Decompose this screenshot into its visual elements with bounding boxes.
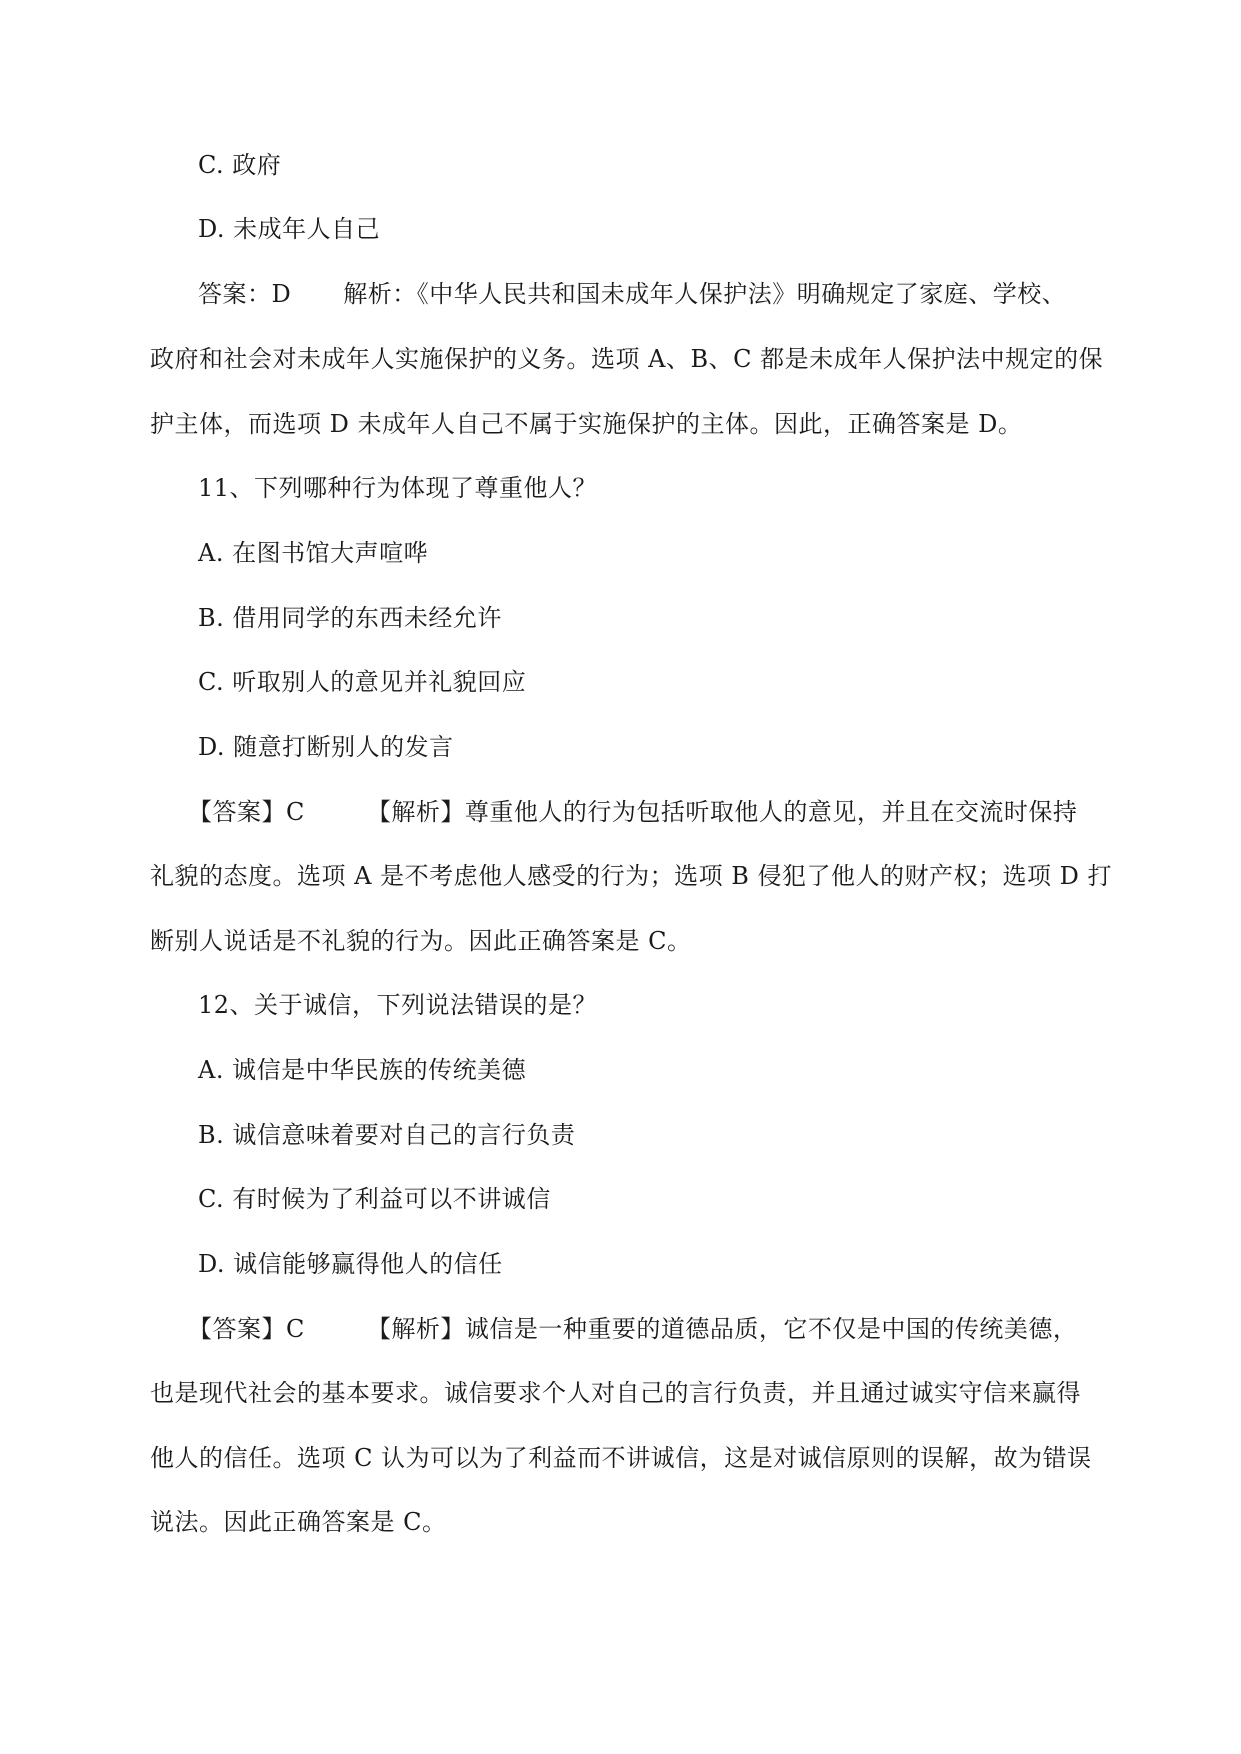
q11-analysis-line-1: 【解析】尊重他人的行为包括听取他人的意见，并且在交流时保持 bbox=[366, 798, 1078, 826]
q11-answer-label: 【答案】C bbox=[188, 798, 305, 826]
q12-option-b: B. 诚信意味着要对自己的言行负责 bbox=[198, 1121, 576, 1149]
q11-analysis-line-3: 断别人说话是不礼貌的行为。因此正确答案是 C。 bbox=[150, 927, 692, 955]
q10-answer-line bbox=[198, 277, 1158, 311]
q12-analysis-line-2: 也是现代社会的基本要求。诚信要求个人对自己的言行负责，并且通过诚实守信来赢得 bbox=[150, 1379, 1081, 1407]
q10-option-c: C. 政府 bbox=[198, 151, 282, 179]
q12-option-c: C. 有时候为了利益可以不讲诚信 bbox=[198, 1185, 551, 1213]
q12-analysis-line-3: 他人的信任。选项 C 认为可以为了利益而不讲诚信，这是对诚信原则的误解，故为错误 bbox=[150, 1444, 1092, 1472]
q11-option-b: B. 借用同学的东西未经允许 bbox=[198, 604, 502, 632]
q10-analysis-line-1: 解析：《中华人民共和国未成年人保护法》明确规定了家庭、学校、 bbox=[343, 280, 1067, 308]
q12-option-a: A. 诚信是中华民族的传统美德 bbox=[198, 1056, 527, 1084]
q11-option-a: A. 在图书馆大声喧哗 bbox=[198, 539, 429, 567]
q11-analysis-line-2: 礼貌的态度。选项 A 是不考虑他人感受的行为；选项 B 侵犯了他人的财产权；选项 D 打 bbox=[150, 862, 1112, 890]
q11-answer-line bbox=[188, 795, 1148, 829]
q12-analysis-line-4: 说法。因此正确答案是 C。 bbox=[150, 1508, 447, 1536]
q12-analysis-line-1: 【解析】诚信是一种重要的道德品质，它不仅是中国的传统美德， bbox=[366, 1315, 1078, 1343]
q11-option-c: C. 听取别人的意见并礼貌回应 bbox=[198, 668, 527, 696]
q12-question: 12、关于诚信，下列说法错误的是？ bbox=[198, 991, 598, 1019]
q11-option-d: D. 随意打断别人的发言 bbox=[198, 733, 454, 761]
q12-option-d: D. 诚信能够赢得他人的信任 bbox=[198, 1250, 503, 1278]
q10-option-d: D. 未成年人自己 bbox=[198, 215, 381, 243]
q12-answer-label: 【答案】C bbox=[188, 1315, 305, 1343]
q10-answer-label: 答案：D bbox=[198, 280, 292, 308]
q12-answer-line bbox=[188, 1312, 1148, 1346]
q10-analysis-line-3: 护主体，而选项 D 未成年人自己不属于实施保护的主体。因此，正确答案是 D。 bbox=[150, 410, 1023, 438]
q10-analysis-line-2: 政府和社会对未成年人实施保护的义务。选项 A、B、C 都是未成年人保护法中规定的保 bbox=[150, 345, 1104, 373]
q11-question: 11、下列哪种行为体现了尊重他人？ bbox=[198, 474, 598, 502]
